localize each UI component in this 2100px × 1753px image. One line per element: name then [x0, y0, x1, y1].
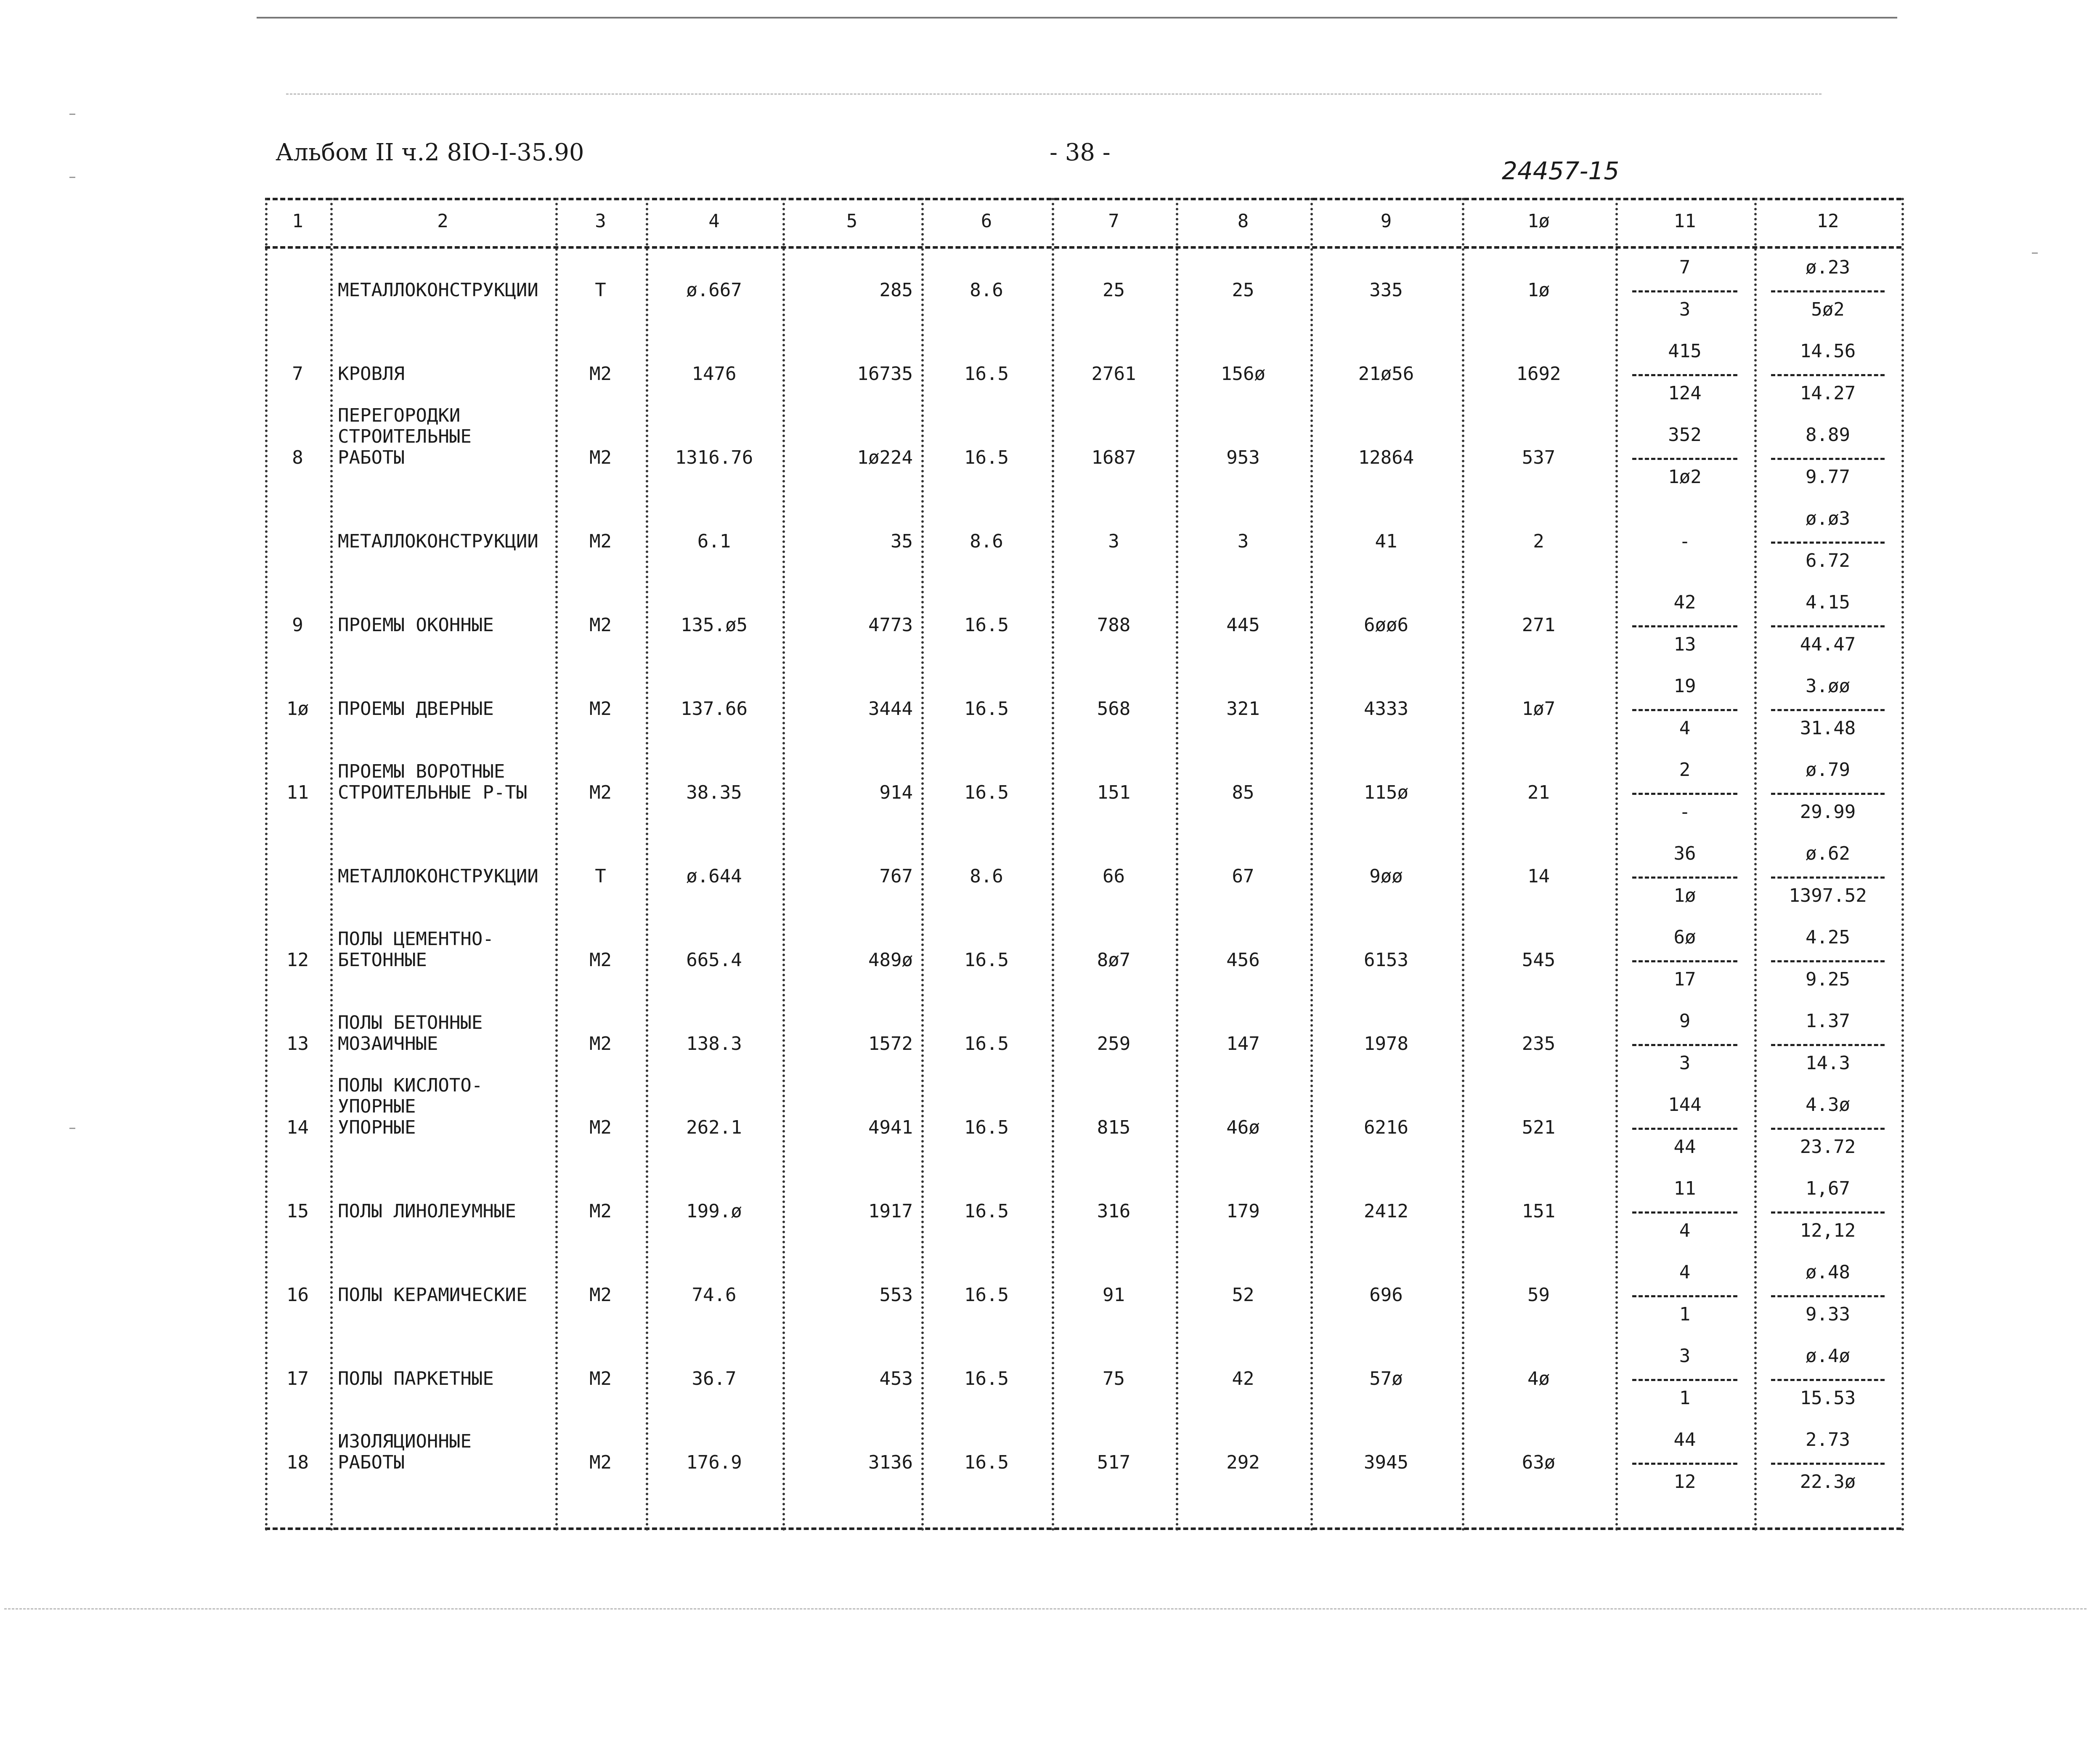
row-number: 7: [292, 363, 303, 385]
item-name: МЕТАЛЛОКОНСТРУКЦИИ: [338, 279, 538, 301]
value-cell-5: 914: [879, 782, 913, 803]
value-cell-9: 41: [1375, 531, 1397, 552]
column-header: 12: [1816, 210, 1839, 232]
table-rule: [265, 246, 1901, 249]
unit-cell: М2: [589, 614, 612, 636]
value-cell-6: 16.5: [964, 1284, 1009, 1306]
value-cell-5: 553: [879, 1284, 913, 1306]
fraction-denominator: 4: [1679, 1220, 1691, 1241]
value-cell-4: 1316.76: [675, 447, 753, 468]
fraction-bar: [1771, 1295, 1885, 1297]
value-cell-4: 138.3: [686, 1033, 742, 1054]
value-cell-9: 2412: [1364, 1201, 1408, 1222]
scan-speck: [69, 177, 75, 178]
fraction-numerator: 36: [1673, 843, 1696, 864]
fraction-numerator: 44: [1673, 1429, 1696, 1450]
fraction-bar: [1632, 1128, 1737, 1130]
fraction-numerator: 6ø: [1673, 927, 1696, 948]
column-separator: [1615, 198, 1618, 1532]
fraction-denominator: 15.53: [1800, 1387, 1856, 1409]
value-cell-8: 445: [1226, 614, 1260, 636]
fraction-denominator: 1: [1679, 1387, 1691, 1409]
fraction-numerator: 14.56: [1800, 340, 1856, 362]
row-number: 8: [292, 447, 303, 468]
value-cell-8: 156ø: [1221, 363, 1265, 385]
unit-cell: Т: [595, 866, 606, 887]
fraction-denominator: 1: [1679, 1304, 1691, 1325]
fraction-bar: [1632, 1379, 1737, 1381]
value-cell-9: 9øø: [1369, 866, 1403, 887]
unit-cell: М2: [589, 698, 612, 720]
fraction-numerator: 1,67: [1806, 1178, 1850, 1199]
fraction-numerator: 7: [1679, 257, 1691, 278]
fraction-bar: [1632, 876, 1737, 879]
value-cell-9: 335: [1369, 279, 1403, 301]
value-cell-9: 6øø6: [1364, 614, 1408, 636]
value-cell-4: 1476: [692, 363, 737, 385]
unit-cell: М2: [589, 1368, 612, 1389]
item-name: МЕТАЛЛОКОНСТРУКЦИИ: [338, 531, 538, 552]
value-cell-7: 259: [1097, 1033, 1131, 1054]
fraction-denominator: 9.25: [1806, 969, 1850, 990]
fraction-bar: [1771, 1044, 1885, 1046]
value-cell-9: 12864: [1358, 447, 1414, 468]
value-cell-4: 137.66: [681, 698, 748, 720]
value-cell-8: 85: [1232, 782, 1254, 803]
fraction-bar: [1771, 709, 1885, 711]
column-header: 7: [1108, 210, 1119, 232]
value-cell-5: 1ø224: [857, 447, 913, 468]
value-cell-10: 21: [1527, 782, 1550, 803]
fraction-bar: [1632, 960, 1737, 962]
value-cell-6: 16.5: [964, 363, 1009, 385]
value-cell-6: 16.5: [964, 949, 1009, 971]
value-cell-10: 1692: [1516, 363, 1561, 385]
column-header: 11: [1673, 210, 1696, 232]
item-name: ПОЛЫ БЕТОННЫЕ: [338, 1012, 483, 1033]
fraction-denominator: 1ø2: [1668, 466, 1702, 488]
value-cell-8: 321: [1226, 698, 1260, 720]
fraction-denominator: 3: [1679, 1052, 1691, 1074]
value-cell-10: 151: [1522, 1201, 1556, 1222]
fraction-denominator: 14.3: [1806, 1052, 1850, 1074]
value-cell-6: 16.5: [964, 1452, 1009, 1473]
fraction-denominator: 44.47: [1800, 634, 1856, 655]
value-cell-6: 8.6: [970, 866, 1003, 887]
column-separator: [1901, 198, 1904, 1532]
fraction-bar: [1632, 458, 1737, 460]
row-number: 15: [286, 1201, 309, 1222]
row-number: 1ø: [286, 698, 309, 720]
fraction-numerator: 2.73: [1806, 1429, 1850, 1450]
fraction-numerator: ø.4ø: [1806, 1345, 1850, 1367]
fraction-denominator: 1ø: [1673, 885, 1696, 906]
fraction-bar: [1632, 1463, 1737, 1465]
item-name: МЕТАЛЛОКОНСТРУКЦИИ: [338, 866, 538, 887]
fraction-bar: [1632, 1211, 1737, 1214]
value-cell-5: 4773: [868, 614, 913, 636]
value-cell-6: 16.5: [964, 782, 1009, 803]
value-cell-7: 66: [1103, 866, 1125, 887]
fraction-numerator: 415: [1668, 340, 1702, 362]
fraction-bar: [1632, 709, 1737, 711]
column-header: 3: [595, 210, 606, 232]
fraction-bar: [1632, 793, 1737, 795]
value-cell-8: 456: [1226, 949, 1260, 971]
fraction-numerator: 4.3ø: [1806, 1094, 1850, 1116]
value-cell-6: 16.5: [964, 1201, 1009, 1222]
column-separator: [330, 198, 333, 1532]
value-cell-9: 3945: [1364, 1452, 1408, 1473]
value-cell-8: 3: [1237, 531, 1249, 552]
value-cell-9: 57ø: [1369, 1368, 1403, 1389]
row-number: 16: [286, 1284, 309, 1306]
value-cell-4: ø.667: [686, 279, 742, 301]
fraction-bar: [1771, 290, 1885, 292]
column-separator: [1052, 198, 1054, 1532]
scan-speck: [69, 1128, 75, 1129]
value-cell-6: 16.5: [964, 1117, 1009, 1138]
scan-bottom-line: [4, 1608, 2087, 1610]
column-separator: [646, 198, 648, 1532]
fraction-numerator: 4.25: [1806, 927, 1850, 948]
item-name: ПЕРЕГОРОДКИ: [338, 405, 461, 426]
value-cell-10: 1ø7: [1522, 698, 1556, 720]
value-cell-10: 59: [1527, 1284, 1550, 1306]
fraction-denominator: 9.33: [1806, 1304, 1850, 1325]
column-header: 1: [292, 210, 303, 232]
unit-cell: М2: [589, 1201, 612, 1222]
fraction-numerator: 42: [1673, 592, 1696, 613]
item-name: ПОЛЫ ЛИНОЛЕУМНЫЕ: [338, 1201, 516, 1222]
value-cell-8: 52: [1232, 1284, 1254, 1306]
row-number: 12: [286, 949, 309, 971]
item-name: ПОЛЫ ЦЕМЕНТНО-: [338, 928, 494, 950]
album-title: Альбом II ч.2 8IO-I-35.90: [276, 139, 584, 166]
unit-cell: М2: [589, 447, 612, 468]
column-separator: [265, 198, 268, 1532]
fraction-numerator: 1.37: [1806, 1010, 1850, 1032]
unit-cell: М2: [589, 1117, 612, 1138]
fraction-numerator: ø.ø3: [1806, 508, 1850, 529]
value-cell-5: 767: [879, 866, 913, 887]
fraction-numerator: 8.89: [1806, 424, 1850, 446]
value-cell-9: 6153: [1364, 949, 1408, 971]
value-cell-5: 3136: [868, 1452, 913, 1473]
value-cell-8: 67: [1232, 866, 1254, 887]
value-cell-10: 4ø: [1527, 1368, 1550, 1389]
item-name: МОЗАИЧНЫЕ: [338, 1033, 438, 1054]
value-cell-5: 1572: [868, 1033, 913, 1054]
value-cell-7: 815: [1097, 1117, 1131, 1138]
value-cell-10: 1ø: [1527, 279, 1550, 301]
fraction-denominator: 22.3ø: [1800, 1471, 1856, 1493]
item-name: ПОЛЫ ПАРКЕТНЫЕ: [338, 1368, 494, 1389]
unit-cell: М2: [589, 1284, 612, 1306]
value-cell-6: 16.5: [964, 1033, 1009, 1054]
column-header: 6: [981, 210, 992, 232]
fraction-bar: [1771, 374, 1885, 376]
fraction-numerator: 2: [1679, 759, 1691, 781]
fraction-numerator: 4: [1679, 1262, 1691, 1283]
value-cell-4: 36.7: [692, 1368, 737, 1389]
row-number: 17: [286, 1368, 309, 1389]
fraction-bar: [1632, 1044, 1737, 1046]
item-name: УПОРНЫЕ: [338, 1117, 416, 1138]
fraction-numerator: ø.62: [1806, 843, 1850, 864]
fraction-numerator: 352: [1668, 424, 1702, 446]
value-cell-10: 63ø: [1522, 1452, 1556, 1473]
row-number: 18: [286, 1452, 309, 1473]
value-cell-5: 489ø: [868, 949, 913, 971]
column-separator: [782, 198, 785, 1532]
item-name: РАБОТЫ: [338, 1452, 405, 1473]
fraction-denominator: 6.72: [1806, 550, 1850, 571]
value-cell-4: 176.9: [686, 1452, 742, 1473]
fraction-denominator: 12,12: [1800, 1220, 1856, 1241]
value-cell-6: 8.6: [970, 531, 1003, 552]
value-cell-4: 199.ø: [686, 1201, 742, 1222]
column-header: 4: [708, 210, 720, 232]
table-rule: [265, 1527, 1901, 1530]
fraction-bar: [1632, 1295, 1737, 1297]
value-cell-6: 16.5: [964, 447, 1009, 468]
value-cell-4: 262.1: [686, 1117, 742, 1138]
value-cell-10: 537: [1522, 447, 1556, 468]
estimate-table: [265, 198, 1901, 1532]
row-number: 14: [286, 1117, 309, 1138]
value-cell-9: 115ø: [1364, 782, 1408, 803]
fraction-bar: [1771, 458, 1885, 460]
value-cell-8: 292: [1226, 1452, 1260, 1473]
item-name: ПРОЕМЫ ДВЕРНЫЕ: [338, 698, 494, 720]
item-name: ИЗОЛЯЦИОННЫЕ: [338, 1431, 472, 1452]
column-separator: [1754, 198, 1757, 1532]
value-cell-9: 6216: [1364, 1117, 1408, 1138]
value-cell-8: 25: [1232, 279, 1254, 301]
value-cell-8: 147: [1226, 1033, 1260, 1054]
value-cell-7: 2761: [1091, 363, 1136, 385]
item-name: СТРОИТЕЛЬНЫЕ: [338, 426, 472, 447]
value-cell-10: 521: [1522, 1117, 1556, 1138]
value-cell-4: 74.6: [692, 1284, 737, 1306]
column-separator: [1176, 198, 1178, 1532]
fraction-bar: [1771, 625, 1885, 627]
value-cell-7: 3: [1108, 531, 1119, 552]
fraction-numerator: ø.23: [1806, 257, 1850, 278]
item-name: БЕТОННЫЕ: [338, 949, 427, 971]
fraction-numerator: 4.15: [1806, 592, 1850, 613]
value-cell-8: 179: [1226, 1201, 1260, 1222]
fraction-bar: [1771, 1211, 1885, 1214]
value-cell-6: 16.5: [964, 614, 1009, 636]
fraction-denominator: 4: [1679, 717, 1691, 739]
fraction-numerator: 3.øø: [1806, 675, 1850, 697]
fraction-denominator: -: [1679, 801, 1691, 823]
value-cell-6: 16.5: [964, 698, 1009, 720]
scan-speck: [69, 114, 75, 115]
fraction-bar: [1771, 960, 1885, 962]
scan-speck: [2032, 252, 2038, 254]
value-cell-7: 316: [1097, 1201, 1131, 1222]
fraction-denominator: 5ø2: [1811, 299, 1845, 320]
value-cell-8: 953: [1226, 447, 1260, 468]
column-header: 9: [1380, 210, 1392, 232]
unit-cell: М2: [589, 949, 612, 971]
value-cell-7: 517: [1097, 1452, 1131, 1473]
fraction-bar: [1771, 1128, 1885, 1130]
value-cell-9: 21ø56: [1358, 363, 1414, 385]
value-cell-10: 235: [1522, 1033, 1556, 1054]
item-name: РАБОТЫ: [338, 447, 405, 468]
item-name: КРОВЛЯ: [338, 363, 405, 385]
value-cell-9: 1978: [1364, 1033, 1408, 1054]
unit-cell: М2: [589, 531, 612, 552]
fraction-denominator: 31.48: [1800, 717, 1856, 739]
item-name: ПРОЕМЫ ОКОННЫЕ: [338, 614, 494, 636]
row-number: 9: [292, 614, 303, 636]
fraction-bar: [1771, 542, 1885, 544]
value-cell-7: 788: [1097, 614, 1131, 636]
fraction-bar: [1771, 1463, 1885, 1465]
item-name: ПОЛЫ КЕРАМИЧЕСКИЕ: [338, 1284, 528, 1306]
column-separator: [555, 198, 558, 1532]
value-cell-6: 8.6: [970, 279, 1003, 301]
fraction-numerator: 11: [1673, 1178, 1696, 1199]
column-header: 2: [437, 210, 448, 232]
scan-top-border: [257, 17, 1897, 19]
unit-cell: М2: [589, 782, 612, 803]
value-cell-5: 453: [879, 1368, 913, 1389]
fraction-bar: [1771, 876, 1885, 879]
column-header: 1ø: [1527, 210, 1550, 232]
doc-number: 24457-15: [1502, 157, 1620, 185]
value-cell-4: 38.35: [686, 782, 742, 803]
value-cell-4: 665.4: [686, 949, 742, 971]
fraction-denominator: 9.77: [1806, 466, 1850, 488]
fraction-denominator: 14.27: [1800, 382, 1856, 404]
page-number: - 38 -: [1050, 139, 1111, 166]
fraction-numerator: 19: [1673, 675, 1696, 697]
item-name: СТРОИТЕЛЬНЫЕ Р-ТЫ: [338, 782, 528, 803]
item-name: ПОЛЫ КИСЛОТО-: [338, 1075, 483, 1096]
table-rule: [265, 198, 1901, 200]
fraction-denominator: 44: [1673, 1136, 1696, 1158]
fraction-numerator: 9: [1679, 1010, 1691, 1032]
value-cell-8: 42: [1232, 1368, 1254, 1389]
value-cell-4: 6.1: [697, 531, 731, 552]
fraction-denominator: 23.72: [1800, 1136, 1856, 1158]
fraction-numerator: 3: [1679, 1345, 1691, 1367]
fraction-bar: [1632, 374, 1737, 376]
value-cell-6: 16.5: [964, 1368, 1009, 1389]
value-cell-10: 545: [1522, 949, 1556, 971]
value-cell-11: -: [1679, 531, 1691, 552]
value-cell-7: 1687: [1091, 447, 1136, 468]
fraction-denominator: 17: [1673, 969, 1696, 990]
value-cell-5: 3444: [868, 698, 913, 720]
unit-cell: М2: [589, 363, 612, 385]
fraction-denominator: 12: [1673, 1471, 1696, 1493]
scan-faint-line: [286, 93, 1822, 95]
fraction-denominator: 124: [1668, 382, 1702, 404]
value-cell-5: 285: [879, 279, 913, 301]
value-cell-10: 14: [1527, 866, 1550, 887]
column-header: 8: [1237, 210, 1249, 232]
fraction-denominator: 29.99: [1800, 801, 1856, 823]
fraction-denominator: 3: [1679, 299, 1691, 320]
value-cell-8: 46ø: [1226, 1117, 1260, 1138]
value-cell-7: 75: [1103, 1368, 1125, 1389]
fraction-denominator: 1397.52: [1789, 885, 1867, 906]
fraction-bar: [1632, 290, 1737, 292]
fraction-denominator: 13: [1673, 634, 1696, 655]
value-cell-5: 16735: [857, 363, 913, 385]
column-separator: [1462, 198, 1464, 1532]
fraction-numerator: ø.79: [1806, 759, 1850, 781]
item-name: ПРОЕМЫ ВОРОТНЫЕ: [338, 761, 505, 782]
fraction-numerator: ø.48: [1806, 1262, 1850, 1283]
row-number: 11: [286, 782, 309, 803]
value-cell-7: 151: [1097, 782, 1131, 803]
fraction-bar: [1771, 793, 1885, 795]
value-cell-5: 1917: [868, 1201, 913, 1222]
column-header: 5: [846, 210, 858, 232]
fraction-bar: [1771, 1379, 1885, 1381]
unit-cell: М2: [589, 1033, 612, 1054]
value-cell-4: 135.ø5: [681, 614, 748, 636]
value-cell-10: 2: [1533, 531, 1544, 552]
value-cell-7: 568: [1097, 698, 1131, 720]
value-cell-9: 696: [1369, 1284, 1403, 1306]
value-cell-7: 8ø7: [1097, 949, 1131, 971]
fraction-bar: [1632, 625, 1737, 627]
value-cell-5: 4941: [868, 1117, 913, 1138]
value-cell-10: 271: [1522, 614, 1556, 636]
value-cell-4: ø.644: [686, 866, 742, 887]
value-cell-9: 4333: [1364, 698, 1408, 720]
unit-cell: М2: [589, 1452, 612, 1473]
row-number: 13: [286, 1033, 309, 1054]
fraction-numerator: 144: [1668, 1094, 1702, 1116]
unit-cell: Т: [595, 279, 606, 301]
value-cell-7: 25: [1103, 279, 1125, 301]
item-name: УПОРНЫЕ: [338, 1096, 416, 1117]
column-separator: [1310, 198, 1313, 1532]
column-separator: [921, 198, 924, 1532]
value-cell-5: 35: [891, 531, 913, 552]
value-cell-7: 91: [1103, 1284, 1125, 1306]
